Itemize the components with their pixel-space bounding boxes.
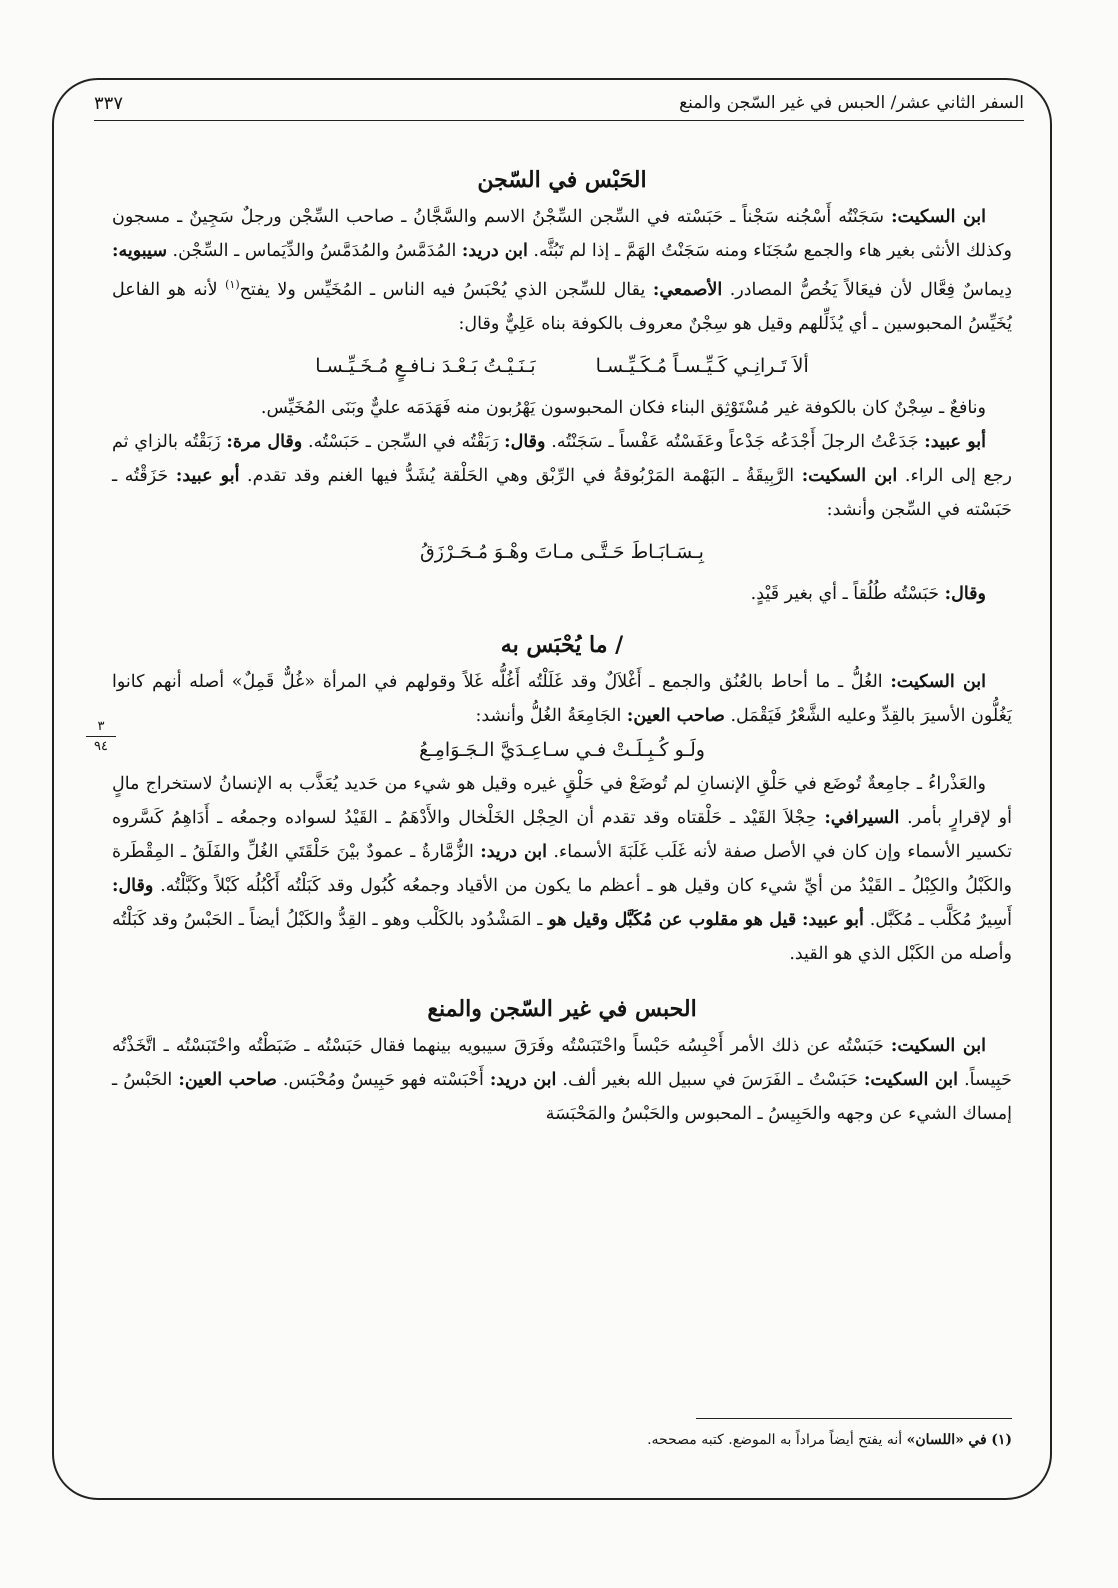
verse-hemistich: ألاَ تَـرانِـي كَـيِّـسـاً مُـكَـيِّـسـا — [595, 354, 809, 377]
text-run: ونافعٌ ـ سِجْنٌ كان بالكوفة غير مُسْتَوْثِق البناء فكان المحبوسون يَهْرُبون منه فَهَدَمَه عليٌّ وبَنَى المُخَيِّس. — [260, 397, 986, 418]
text-run: سَجَنْتُه أَسْجُنه سَجْناً ـ حَبَسْته في السِّجن السِّجْنُ الاسم والسَّجَّانُ ـ صاحب السِّجْن ورجلٌ سَجِينٌ ـ مسجون وكذلك الأنثى بغير هاء والجمع سُجَنَاء ومنه سَجَنْتُ الهَمَّ ـ إذا لم تَبُثَّه. — [112, 207, 1012, 261]
paragraph — [112, 665, 1012, 733]
text-run: المُدَمَّسُ والمُدَمَّسُ والدِّيَماس ـ السِّجْن. — [166, 241, 462, 261]
paragraph — [112, 577, 1012, 611]
speaker-name: وقال مرة: — [226, 431, 303, 452]
speaker-name: صاحب العين: — [178, 1069, 277, 1090]
page-number: ٣٣٧ — [94, 92, 124, 114]
footnote-lead: في — [968, 1432, 987, 1448]
section-heading-restraints: / ما يُحْبَس به — [500, 631, 624, 658]
section-heading-prison: الحَبْس في السّجن — [477, 167, 647, 193]
text-run: الغُلُّ ـ ما أحاط بالعُنُق والجمع ـ أَغْلاَلٌ وقد غَلَلْتُه أَغُلُّه غَلاً وقولهم في المرأة «غُلٌّ قَمِلٌ» أصله أنهم كانوا يَغُلُّون الأسيرَ بالقِدِّ وعليه الشَّعْرُ فَيَقْمَل. — [112, 671, 1012, 726]
speaker-name: وقال: — [944, 583, 986, 604]
speaker-name: وقال: — [112, 875, 154, 896]
text-run: حَبَسْتُه طُلُقاً ـ أي بغير قَيْدٍ. — [750, 583, 945, 604]
speaker-name: وقال: — [504, 431, 546, 452]
running-header — [94, 86, 1024, 121]
speaker-name: ابن دريد: — [461, 241, 528, 261]
verse-hemistich: بَـنَـيْـتُ بَـعْـدَ نـافـعٍ مُـخَـيِّـسـا — [315, 354, 536, 377]
speaker-name: ابن دريد: — [480, 841, 548, 862]
text-run: أَسِيرٌ مُكَلَّب ـ مُكَبَّل. — [863, 909, 1012, 930]
speaker-name: قيل هو مقلوب عن مُكَبَّل وقيل هو — [548, 909, 797, 930]
text-run: والعَذْراءُ ـ جامِعةٌ تُوضَع في حَلْقِ الإنسانِ لم تُوضَعْ في حَلْقٍ غيره وقيل هو شيء من حَديد يُعَذَّب به الإنسانُ لاستخراج مالٍ أو لإقرارٍ بأمر. — [112, 773, 1012, 828]
speaker-name: ابن السكيت: — [890, 1035, 986, 1056]
footnote-rule — [696, 1418, 1012, 1419]
text-run: رَبَقْتُه في السِّجن ـ حَبَسْتُه. — [302, 431, 505, 452]
text-run: الرَّبِيقَةُ ـ البَهْمة المَرْبُوقةُ في الرِّبْق وهي الحَلْقة يُشَدُّ فيها الغنم وقد تقدم. — [239, 465, 802, 486]
text-run: الجَامِعَةُ الغُلُّ وأنشد: — [475, 705, 627, 726]
text-run: أَحْبَسْته فهو حَبِيسٌ ومُحْبَس. — [276, 1069, 490, 1090]
text-run: ـ المَشْدُود بالكَلْب وهو ـ القِدُّ والكَبْلُ أيضاً ـ الحَبْسُ وقد كَبَلْتُه وأصله من الكَبْل الذي هو القيد. — [112, 909, 1012, 964]
text-run: حَزَقْتُه ـ حَبَسْته في السِّجن وأنشد: — [112, 465, 1012, 520]
speaker-name: ابن السكيت: — [890, 671, 986, 692]
verse-line: بِـسَـابَـاطَ حَـتَّـى مـاتَ وهْـوَ مُـحَـرْزَقُ — [420, 540, 704, 563]
footnote-marker: (١) — [991, 1432, 1012, 1448]
text-run: زَبَقْتُه بالزاي ثم رجع إلى الراء. — [112, 431, 1013, 486]
speaker-name: السيرافي: — [824, 807, 900, 828]
speaker-name: ابن دريد: — [489, 1069, 557, 1090]
main-text — [112, 160, 1012, 1131]
text-run: دِيماسٌ فِعَّال لأن فيعَالاً يَخُصُّ المصادر. — [722, 279, 1013, 300]
text-run: حَبَسْتُه عن ذلك الأمر أَحْبِسُه حَبْساً واحْتَبَسْتُه وفَرَقَ سيبويه بينهما فقال حَبَسْتُه ـ ضَبَطْتُه واحْتَبَسْتُه ـ اتَّخَذْتُه حَبِيساً. — [112, 1035, 1012, 1090]
footnote-source: «اللسان» — [906, 1432, 964, 1448]
text-run: حِجْلاَ القَيْد ـ حَلْقتاه وقد تقدم أن الحِجْل الخَلْخال والأَدْهَمُ ـ القَيْدُ لسواده وجمعُه ـ أَدَاهِمُ كَسَّروه تكسير الأسماء وإن كان في الأصل صفة لأنه غَلَب غَلَبَةَ الأسماء. — [112, 807, 1013, 862]
text-run: حَبَسْتُ ـ الفَرَسَ في سبيل الله بغير ألف. — [556, 1069, 864, 1090]
speaker-name: الأصمعي: — [652, 279, 723, 300]
text-run: يقال للسِّجن الذي يُحْبَسُ فيه الناس ـ المُخَيِّس ولا يفتح — [239, 279, 653, 300]
speaker-name: أبو عبيد: — [924, 431, 987, 452]
running-title: السفر الثاني عشر/ الحبس في غير السّجن والمنع — [679, 93, 1024, 113]
text-run: لأنه هو الفاعل يُخَيِّسُ المحبوسين ـ أي يُذَلِّلهم وقيل هو سِجْنٌ معروف بالكوفة بناه عَلِيٌّ وقال: — [112, 279, 1012, 334]
paragraph — [112, 200, 1012, 341]
margin-mark-bottom: ٩٤ — [94, 739, 108, 754]
verse-line — [112, 349, 1012, 383]
paragraph — [112, 425, 1012, 527]
speaker-name: أبو عبيد: — [802, 909, 864, 930]
speaker-name: صاحب العين: — [626, 705, 725, 726]
text-run: جَدَعْتُ الرجلَ أَجْدَعُه جَدْعاً وعَفَسْتُه عَفْساً ـ سَجَنْتُه. — [545, 431, 925, 452]
footnote-text: أنه يفتح أيضاً مراداً به الموضع. كتبه مصححه. — [647, 1432, 903, 1448]
verse-line: ولَـو كُـبِـلَـتْ فـي سـاعِـدَيَّ الـجَـوَامِـعُ — [419, 738, 705, 761]
speaker-name: ابن السكيت: — [863, 1069, 959, 1090]
speaker-name: سيبويه: — [112, 241, 167, 261]
footnote-ref: (١) — [225, 278, 240, 291]
paragraph — [112, 1029, 1012, 1131]
speaker-name: ابن السكيت: — [891, 207, 987, 227]
paragraph — [112, 391, 1012, 425]
text-run: الحَبْسُ ـ إمساك الشيء عن وجهه والحَبِيسُ ـ المحبوس والحَبْسُ والمَحْبَسَة — [112, 1069, 1012, 1124]
text-run: الزُّمَّارةُ ـ عمودٌ بيْنَ حَلْقَتَي الغُلِّ والفَلَقُ ـ المِقْطَرة والكَبْلُ والكِبْلُ ـ القَيْدُ من أيِّ شيء كان وقيل هو ـ أعظم ما يكون من الأقياد وجمعُه كُبُول وقد كَبَلْتُه أَكْبُلُه كَبْلاً وكَبَّلْتُه. — [112, 841, 1012, 896]
margin-mark-top: ٣ — [97, 719, 105, 734]
section-heading-detention: الحبس في غير السّجن والمنع — [427, 995, 697, 1022]
footnote — [112, 1428, 1012, 1452]
speaker-name: أبو عبيد: — [175, 465, 240, 486]
paragraph — [112, 767, 1012, 971]
speaker-name: ابن السكيت: — [801, 465, 898, 486]
